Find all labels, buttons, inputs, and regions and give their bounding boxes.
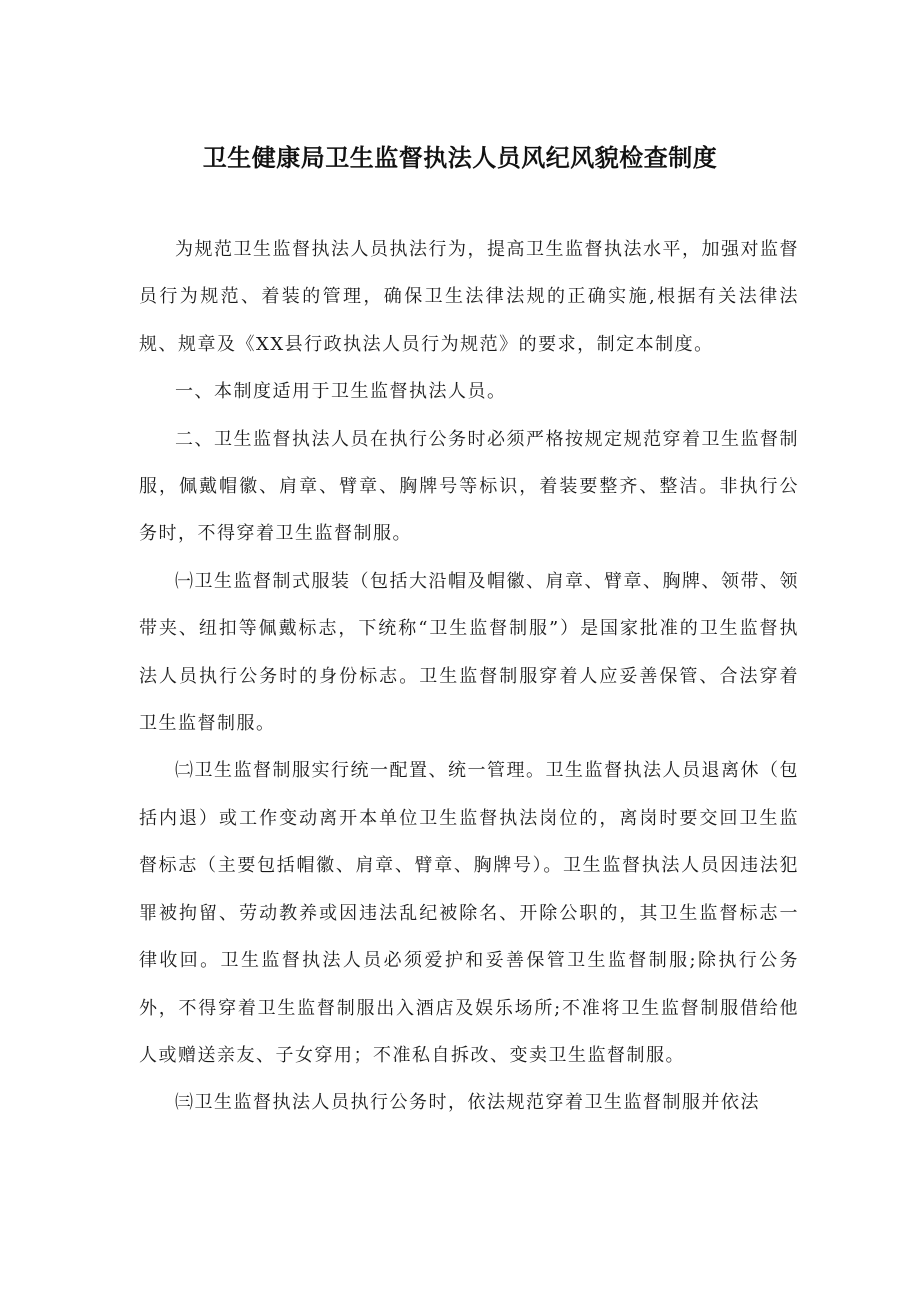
paragraph-intro: 为规范卫生监督执法人员执法行为，提高卫生监督执法水平，加强对监督员行为规范、着装的管理，确保卫生法律法规的正确实施,根据有关法律法规、规章及《XX县行政执法人员行为规范》的要求，制定本制度。 xyxy=(139,239,799,355)
document-body xyxy=(139,226,799,1127)
paragraph-clause-3: ㈢卫生监督执法人员执行公务时，依法规范穿着卫生监督制服并依法 xyxy=(175,1092,760,1114)
paragraph-clause-2: ㈡卫生监督制服实行统一配置、统一管理。卫生监督执法人员退离休（包括内退）或工作变动离开本单位卫生监督执法岗位的，离岗时要交回卫生监督标志（主要包括帽徽、肩章、臂章、胸牌号）。卫生监督执法人员因违法犯罪被拘留、劳动教养或因违法乱纪被除名、开除公职的，其卫生监督标志一律收回。卫生监督执法人员必须爱护和妥善保管卫生监督制服;除执行公务外，不得穿着卫生监督制服出入酒店及娱乐场所;不准将卫生监督制服借给他人或赠送亲友、子女穿用；不准私自拆改、变卖卫生监督制服。 xyxy=(139,760,799,1066)
paragraph-article-1: 一、本制度适用于卫生监督执法人员。 xyxy=(175,381,507,403)
document-title: 卫生健康局卫生监督执法人员风纪风貌检查制度 xyxy=(202,144,718,172)
paragraph-article-2: 二、卫生监督执法人员在执行公务时必须严格按规定规范穿着卫生监督制服，佩戴帽徽、肩章、臂章、胸牌号等标识，着装要整齐、整洁。非执行公务时，不得穿着卫生监督制服。 xyxy=(139,428,799,545)
paragraph-clause-1: ㈠卫生监督制式服装（包括大沿帽及帽徽、肩章、臂章、胸牌、领带、领带夹、纽扣等佩戴标志，下统称“卫生监督制服”）是国家批准的卫生监督执法人员执行公务时的身份标志。卫生监督制服穿着人应妥善保管、合法穿着卫生监督制服。 xyxy=(139,570,799,735)
